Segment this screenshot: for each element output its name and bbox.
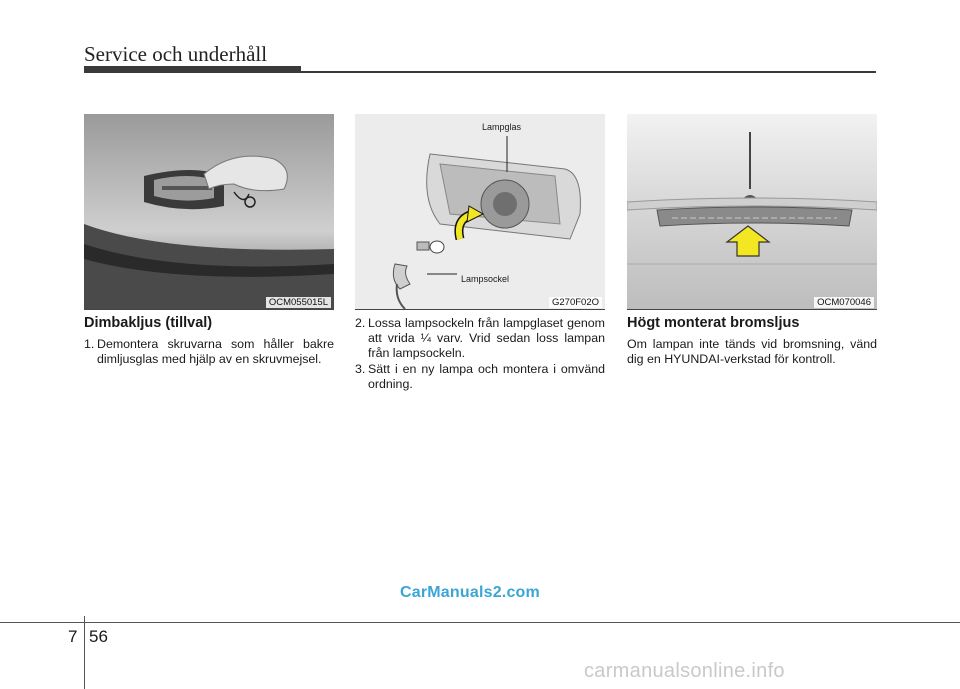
figure-rule [84,309,334,310]
watermark-carmanualsonline[interactable]: carmanualsonline.info [584,660,785,682]
figure-brake-light [627,114,877,309]
step-number: 1. [84,337,95,351]
header-rule-thin [301,71,876,73]
figure-rule [627,309,877,310]
step-number: 2. [355,316,366,330]
chapter-number: 7 [68,627,78,646]
watermark-carmanuals2[interactable]: CarManuals2.com [400,584,540,601]
brake-light-illustration [627,114,877,309]
figure-lamp-socket [355,114,605,309]
heading-brake-light: Högt monterat bromsljus [627,315,800,331]
label-lampsockel: Lampsockel [461,274,510,284]
step-text: Lossa lampsockeln från lampglaset genom att vrida ¼ varv. Vrid sedan loss lampan från lampsockeln. [368,316,605,360]
page-number: 56 [89,627,108,646]
label-lampglas: Lampglas [482,122,522,132]
step-text: Demontera skruvarna som håller bakre dimljusglas med hjälp av en skruvmejsel. [97,337,334,366]
header-rule-thick [84,66,301,73]
brake-light-text: Om lampan inte tänds vid bromsning, vänd dig en HYUNDAI-verkstad för kontroll. [627,337,877,366]
column-lamp-steps [355,316,605,393]
step-3 [355,362,605,392]
figure-code: G270F02O [549,297,602,308]
figure-code: OCM070046 [814,297,874,308]
footer-rule [0,622,960,623]
figure-rule [355,309,605,310]
section-title: Service och underhåll [84,42,268,66]
footer-divider [84,616,85,689]
step-2 [355,316,605,361]
step-number: 3. [355,362,366,376]
column-fog-light [84,316,334,368]
figure-code: OCM055015L [266,297,331,308]
column-brake-light [627,316,877,367]
figure-fog-light [84,114,334,309]
heading-fog-light: Dimbakljus (tillval) [84,315,213,331]
step-1 [84,337,334,367]
fog-light-illustration [84,114,334,309]
step-text: Sätt i en ny lampa och montera i omvänd ordning. [368,362,605,391]
